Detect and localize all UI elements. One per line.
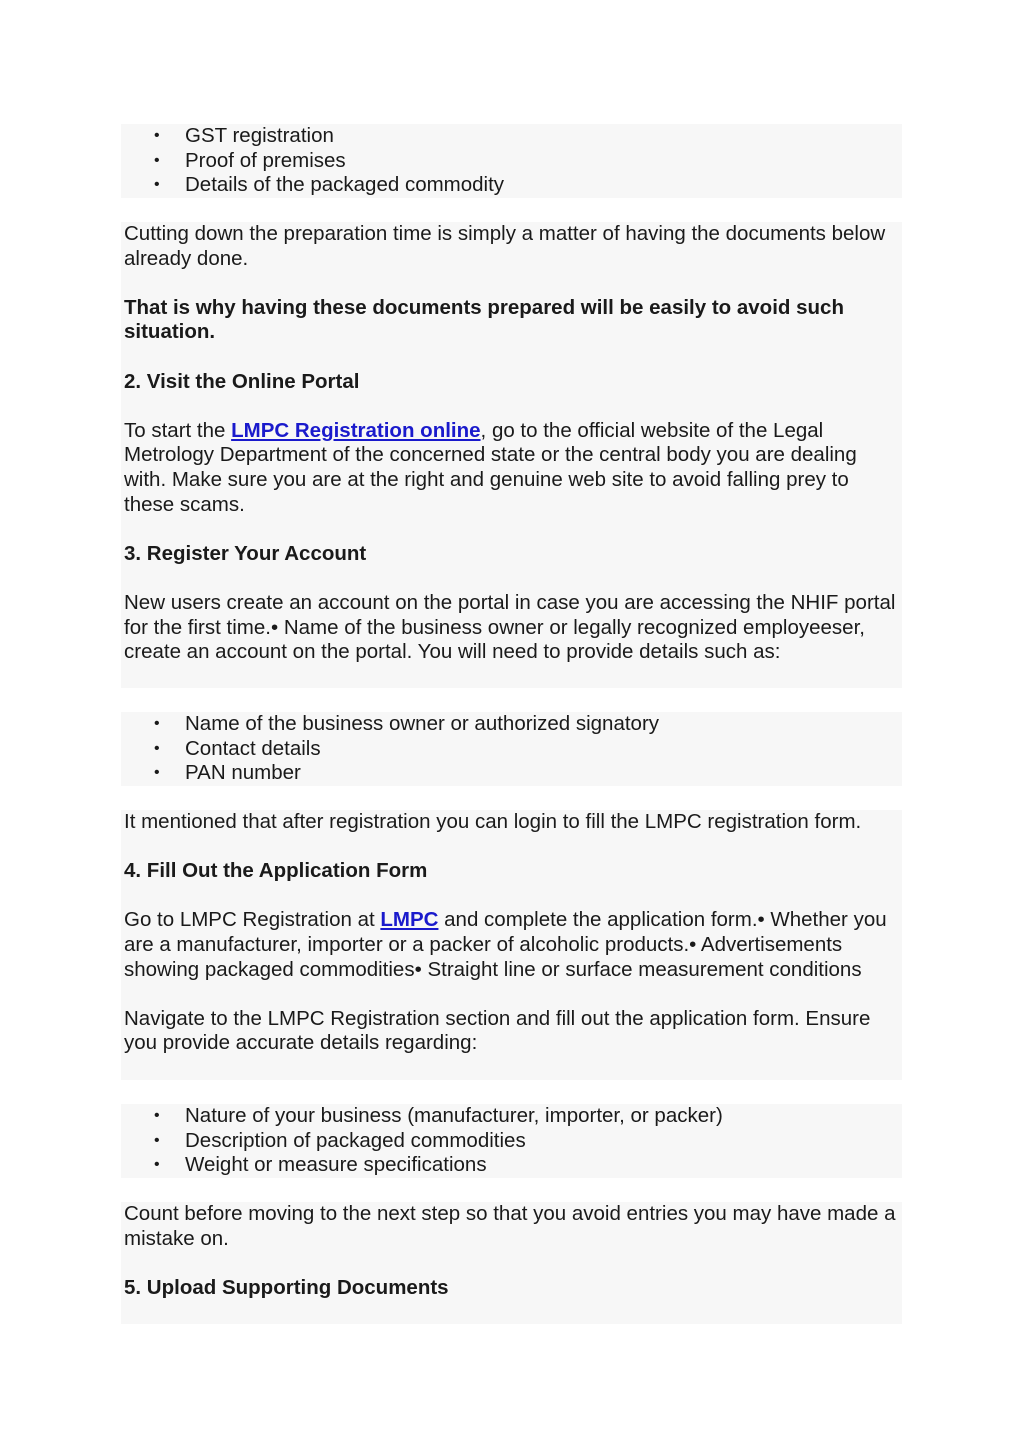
heading-upload-documents: 5. Upload Supporting Documents xyxy=(124,1275,449,1299)
bullet-icon: • xyxy=(154,715,160,732)
bullet-icon: • xyxy=(154,739,160,757)
heading-register-account: 3. Register Your Account xyxy=(124,541,367,565)
content-section-b xyxy=(121,810,902,1080)
paragraph-emphasis: That is why having these documents prepared will be easily to avoid such situation. xyxy=(124,295,844,344)
heading-visit-portal: 2. Visit the Online Portal xyxy=(124,369,360,393)
paragraph-count: Count before moving to the next step so that you avoid entries you may have made a mistake on. xyxy=(124,1202,896,1250)
bullet-icon: • xyxy=(154,127,160,144)
paragraph-register: New users create an account on the portal in case you are accessing the NHIF portal for the first time.• Name of the business owner or legally recognized employeeser, create an account on the portal. You will need to provide details such as: xyxy=(124,590,896,664)
bullet-icon: • xyxy=(154,1156,160,1174)
list-item: • PAN number xyxy=(154,761,301,785)
content-section-c xyxy=(121,1202,902,1324)
list-item: • Weight or measure specifications xyxy=(154,1153,487,1177)
account-details-list xyxy=(121,712,902,786)
list-item: • Description of packaged commodities xyxy=(154,1128,526,1152)
application-details-list xyxy=(121,1104,902,1178)
list-item: • Contact details xyxy=(154,736,321,760)
paragraph-application: Go to LMPC Registration at LMPC and complete the application form.• Whether you are a manufacturer, importer or a packer of alcoholic products.• Advertisements showing packaged commodities• Straight line or surface measurement conditions xyxy=(124,908,887,981)
lmpc-registration-online-link[interactable]: LMPC Registration online xyxy=(231,418,481,442)
paragraph-navigate: Navigate to the LMPC Registration section and fill out the application form. Ensure you provide accurate details regarding: xyxy=(124,1006,871,1055)
list-item: • GST registration xyxy=(154,124,334,147)
paragraph-intro: Cutting down the preparation time is simply a matter of having the documents below already done. xyxy=(124,222,886,270)
paragraph-after-registration: It mentioned that after registration you can login to fill the LMPC registration form. xyxy=(124,810,862,833)
list-item: • Proof of premises xyxy=(154,148,346,172)
content-section-a xyxy=(121,222,902,688)
bullet-icon: • xyxy=(154,176,160,194)
bullet-icon: • xyxy=(154,764,160,782)
heading-fill-form: 4. Fill Out the Application Form xyxy=(124,859,428,883)
bullet-icon: • xyxy=(154,1107,160,1124)
document-list-1 xyxy=(121,124,902,198)
list-item: • Name of the business owner or authorized signatory xyxy=(154,712,660,735)
bullet-icon: • xyxy=(154,1131,160,1149)
bullet-icon: • xyxy=(154,151,160,169)
paragraph-portal: To start the LMPC Registration online, go to the official website of the Legal Metrology Department of the concerned state or the central body you are dealing with. Make sure you are at the right and genuine web site to avoid falling prey to these scams. xyxy=(124,418,857,516)
lmpc-link[interactable]: LMPC xyxy=(380,908,439,932)
list-item: • Details of the packaged commodity xyxy=(154,173,505,197)
list-item: • Nature of your business (manufacturer, importer, or packer) xyxy=(154,1104,723,1127)
